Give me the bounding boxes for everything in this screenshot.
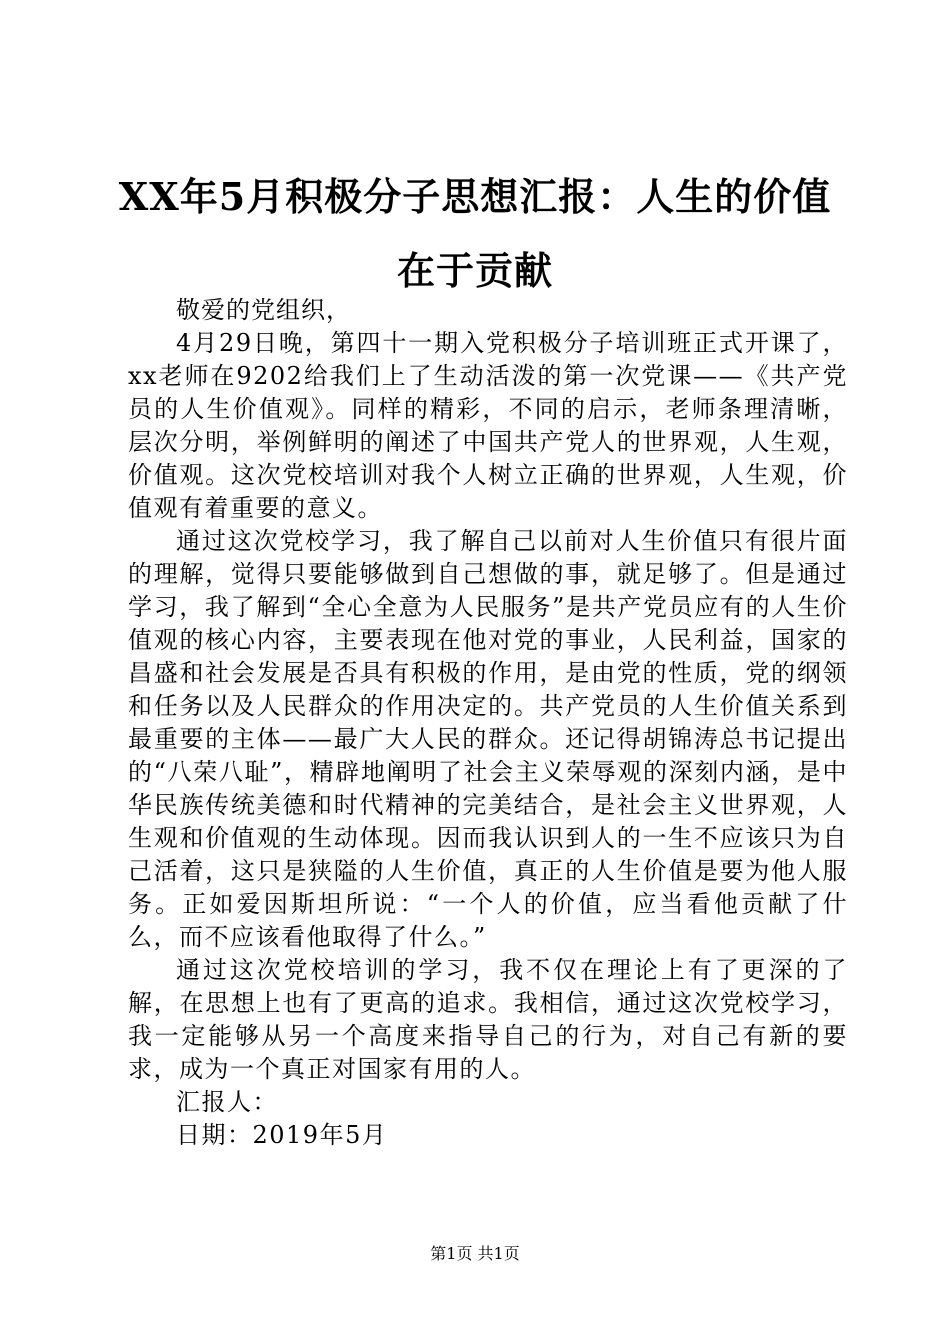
reporter-line: 汇报人： (176, 1088, 278, 1116)
salutation: 敬爱的党组织， (176, 296, 351, 324)
paragraph: 通过这次党校培训的学习，我不仅在理论上有了更深的了解，在思想上也有了更高的追求。我相信，通过这次党校学习，我一定能够从另一个高度来指导自己的行为，对自己有新的要求，成为一个真正对国家有用的人。 (128, 956, 848, 1083)
document-title: XX年5月积极分子思想汇报：人生的价值在于贡献 (118, 174, 832, 293)
page-footer: 第1页 共1页 (430, 1244, 520, 1263)
date-line: 日期：2019年5月 (176, 1121, 388, 1149)
paragraph: 通过这次党校学习，我了解自己以前对人生价值只有很片面的理解，觉得只要能够做到自己想做的事，就足够了。但是通过学习，我了解到“全心全意为人民服务”是共产党员应有的人生价值观的核心内容，主要表现在他对党的事业，人民利益，国家的昌盛和社会发展是否具有积极的作用，是由党的性质，党的纲领和任务以及人民群众的作用决定的。共产党员的人生价值关系到最重要的主体——最广大人民的群众。还记得胡锦涛总书记提出的“八荣八耻”，精辟地阐明了社会主义荣辱观的深刻内涵，是中华民族传统美德和时代精神的完美结合，是社会主义世界观，人生观和价值观的生动体现。因而我认识到人的一生不应该只为自己活着，这只是狭隘的人生价值，真正的人生价值是要为他人服务。正如爱因斯坦所说：“一个人的价值，应当看他贡献了什么，而不应该看他取得了什么。” (128, 527, 848, 951)
document-body (128, 294, 848, 1152)
paragraph: 4月29日晚，第四十一期入党积极分子培训班正式开课了，xx老师在9202给我们上了生动活泼的第一次党课——《共产党员的人生价值观》。同样的精彩，不同的启示，老师条理清晰，层次分明，举例鲜明的阐述了中国共产党人的世界观，人生观，价值观。这次党校培训对我个人树立正确的世界观，人生观，价值观有着重要的意义。 (128, 329, 848, 522)
